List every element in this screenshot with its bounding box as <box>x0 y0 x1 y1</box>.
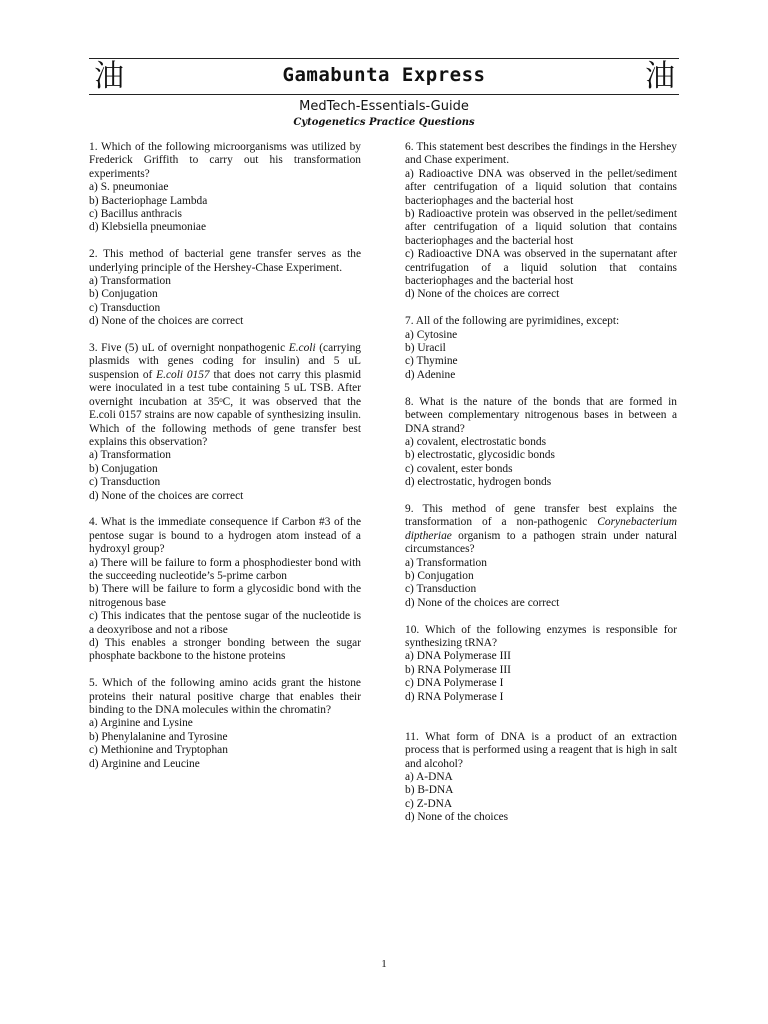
question-1 <box>89 141 361 235</box>
question-stem: 7. All of the following are pyrimidines, except: <box>405 315 620 328</box>
option-b: b) Conjugation <box>89 462 158 475</box>
question-2 <box>89 248 361 328</box>
option-a: a) Transformation <box>89 449 171 462</box>
option-b: b) Radioactive protein was observed in the pellet/sediment after centrifugation of a liquid solution that contains bacteriophages and the bacterial host <box>405 208 677 247</box>
stem-italic: E.coli <box>288 342 316 355</box>
header-bottom-rule <box>89 94 679 95</box>
header-top-rule <box>89 58 679 59</box>
question-5 <box>89 677 361 771</box>
option-d: d) electrostatic, hydrogen bonds <box>405 476 552 489</box>
question-stem: 11. What form of DNA is a product of an extraction process that is performed using a reagent that is high in salt and alcohol? <box>405 730 677 770</box>
right-column <box>405 141 677 825</box>
question-11 <box>405 731 677 825</box>
question-9 <box>405 503 677 610</box>
option-c: c) Transduction <box>405 583 477 596</box>
option-c: c) Transduction <box>89 301 161 314</box>
stem-text: (carrying plasmids with genes coding for insulin) and 5 uL suspension of <box>89 342 361 381</box>
option-c: c) Transduction <box>89 476 161 489</box>
stem-text: that does not carry this plasmid were inoculated in a test tube containing 5 uL TSB. After overnight incubation at 35ᵒC, it was observed that the E.coli 0157 strains are now capable of synthesizing insulin. Which of the following methods of gene transfer best explains this observation? <box>89 368 362 448</box>
question-8 <box>405 396 677 490</box>
option-a: a) Radioactive DNA was observed in the pellet/sediment after centrifugation of a liquid solution that contains bacteriophages and the bacterial host <box>405 167 677 207</box>
page-title: Gamabunta Express <box>282 64 486 86</box>
option-a: a) covalent, electrostatic bonds <box>405 435 547 448</box>
option-d: d) None of the choices <box>405 811 509 824</box>
question-6 <box>405 141 677 302</box>
option-a: a) Transformation <box>89 275 171 288</box>
stem-italic: E.coli 0157 <box>156 368 210 381</box>
option-c: c) This indicates that the pentose sugar of the nucleotide is a deoxyribose and not a ribose <box>89 610 361 636</box>
stem-text: 3. Five (5) uL of overnight nonpathogenic <box>89 342 289 355</box>
page-number: 1 <box>381 958 387 970</box>
option-b: b) Bacteriophage Lambda <box>89 194 208 207</box>
stem-text: 9. This method of gene transfer best explains the transformation of a non-pathogenic <box>405 502 677 529</box>
option-a: a) A-DNA <box>405 771 453 784</box>
option-d: d) None of the choices are correct <box>89 489 244 502</box>
option-c: c) Z-DNA <box>405 797 453 810</box>
question-stem: 1. Which of the following microorganisms was utilized by Frederick Griffith to carry out his transformation experiments? <box>89 141 361 180</box>
left-column <box>89 141 361 771</box>
question-7 <box>405 315 677 382</box>
question-10 <box>405 624 677 704</box>
question-3 <box>89 342 361 503</box>
option-a: a) Cytosine <box>405 328 458 341</box>
question-stem: 6. This statement best describes the findings in the Hershey and Chase experiment. <box>405 141 677 167</box>
option-d: d) None of the choices are correct <box>405 288 560 301</box>
question-4 <box>89 516 361 663</box>
question-stem: 4. What is the immediate consequence if Carbon #3 of the pentose sugar is bound to a hydrogen atom instead of a hydroxyl group? <box>89 516 361 556</box>
option-c: c) DNA Polymerase I <box>405 677 504 690</box>
option-c: c) Methionine and Tryptophan <box>89 744 228 757</box>
oil-kanji-icon-left: 油 <box>94 59 124 94</box>
option-b: b) electrostatic, glycosidic bonds <box>405 449 555 462</box>
option-a: a) S. pneumoniae <box>89 181 169 194</box>
option-c: c) covalent, ester bonds <box>405 462 513 475</box>
option-b: b) Conjugation <box>405 569 474 582</box>
option-c: c) Thymine <box>405 355 458 368</box>
option-d: d) This enables a stronger bonding between the sugar phosphate backbone to the histone proteins <box>89 636 361 663</box>
question-stem: 10. Which of the following enzymes is responsible for synthesizing tRNA? <box>405 623 677 649</box>
question-stem: 2. This method of bacterial gene transfer serves as the underlying principle of the Hershey-Chase Experiment. <box>89 248 361 274</box>
question-stem <box>405 503 677 557</box>
option-c: c) Bacillus anthracis <box>89 208 182 221</box>
oil-kanji-icon-right: 油 <box>645 59 675 94</box>
option-d: d) None of the choices are correct <box>89 315 244 328</box>
option-d: d) RNA Polymerase I <box>405 690 504 703</box>
question-stem <box>89 342 361 449</box>
stem-italic: Corynebacterium diptheriae <box>405 516 677 542</box>
option-c: c) Radioactive DNA was observed in the supernatant after centrifugation of a liquid solution that contains bacteriophages and the bacterial host <box>405 248 677 288</box>
option-d: d) None of the choices are correct <box>405 596 560 609</box>
option-b: b) There will be failure to form a glycosidic bond with the nitrogenous base <box>89 583 361 609</box>
option-a: a) DNA Polymerase III <box>405 650 511 663</box>
option-b: b) Uracil <box>405 342 446 355</box>
question-stem: 5. Which of the following amino acids grant the histone proteins their natural positive charge that enables their binding to the DNA molecules within the chromatin? <box>89 677 361 716</box>
option-a: a) There will be failure to form a phosphodiester bond with the succeeding nucleotide’s 5-prime carbon <box>89 556 361 582</box>
stem-text: organism to a pathogen strain under natural circumstances? <box>405 529 677 556</box>
option-b: b) Conjugation <box>89 288 158 301</box>
document-subtitle: MedTech-Essentials-Guide <box>299 99 469 114</box>
option-b: b) B-DNA <box>405 784 454 797</box>
question-stem: 8. What is the nature of the bonds that are formed in between complementary nitrogenous bases in between a DNA strand? <box>405 395 677 435</box>
option-d: d) Adenine <box>405 368 456 381</box>
section-title: Cytogenetics Practice Questions <box>293 117 475 128</box>
option-a: a) Arginine and Lysine <box>89 717 193 730</box>
option-a: a) Transformation <box>405 556 487 569</box>
option-d: d) Klebsiella pneumoniae <box>89 221 207 234</box>
option-b: b) RNA Polymerase III <box>405 663 511 676</box>
option-b: b) Phenylalanine and Tyrosine <box>89 730 228 743</box>
option-d: d) Arginine and Leucine <box>89 757 200 770</box>
